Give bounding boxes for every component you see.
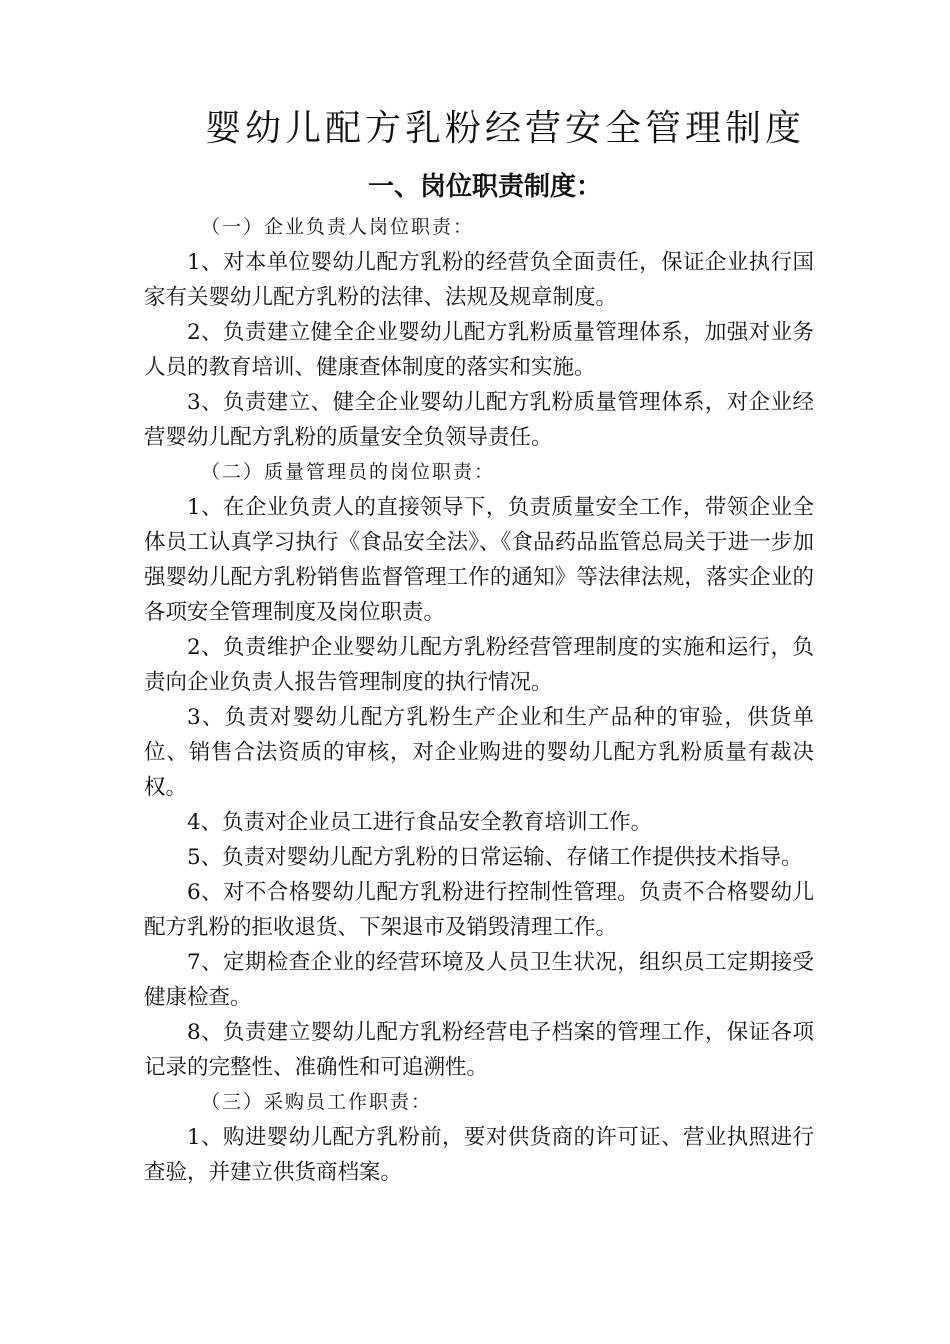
- paragraph: 7、定期检查企业的经营环境及人员卫生状况，组织员工定期接受健康检查。: [144, 950, 814, 1010]
- paragraph: 2、负责维护企业婴幼儿配方乳粉经营管理制度的实施和运行，负责向企业负责人报告管理制度的执行情况。: [144, 635, 814, 695]
- paragraph: 6、对不合格婴幼儿配方乳粉进行控制性管理。负责不合格婴幼儿配方乳粉的拒收退货、下架退市及销毁清理工作。: [144, 880, 814, 940]
- paragraph: 3、负责对婴幼儿配方乳粉生产企业和生产品种的审验，供货单位、销售合法资质的审核，对企业购进的婴幼儿配方乳粉质量有裁决权。: [144, 705, 814, 800]
- sub-heading-purchaser: （三）采购员工作职责：: [201, 1091, 433, 1113]
- paragraph: 1、对本单位婴幼儿配方乳粉的经营负全面责任，保证企业执行国家有关婴幼儿配方乳粉的法律、法规及规章制度。: [144, 250, 814, 310]
- paragraph: 3、负责建立、健全企业婴幼儿配方乳粉质量管理体系，对企业经营婴幼儿配方乳粉的质量安全负领导责任。: [144, 390, 814, 450]
- document-body: [144, 210, 814, 1190]
- paragraph: 8、负责建立婴幼儿配方乳粉经营电子档案的管理工作，保证各项记录的完整性、准确性和可追溯性。: [144, 1020, 814, 1080]
- section-title: 一、岗位职责制度：: [367, 172, 602, 202]
- paragraph: 1、购进婴幼儿配方乳粉前，要对供货商的许可证、营业执照进行查验，并建立供货商档案。: [144, 1125, 814, 1185]
- sub-heading-quality-manager: （二）质量管理员的岗位职责：: [201, 461, 496, 483]
- sub-heading-enterprise-head: （一）企业负责人岗位职责：: [201, 216, 475, 238]
- document-title: 婴幼儿配方乳粉经营安全管理制度: [204, 108, 805, 149]
- paragraph: 2、负责建立健全企业婴幼儿配方乳粉质量管理体系，加强对业务人员的教育培训、健康查体制度的落实和实施。: [144, 320, 814, 380]
- paragraph: 5、负责对婴幼儿配方乳粉的日常运输、存储工作提供技术指导。: [187, 845, 803, 870]
- paragraph: 4、负责对企业员工进行食品安全教育培训工作。: [187, 810, 653, 835]
- paragraph: 1、在企业负责人的直接领导下，负责质量安全工作，带领企业全体员工认真学习执行《食品安全法》、《食品药品监管总局关于进一步加强婴幼儿配方乳粉销售监督管理工作的通知》等法律法规，落实企业的各项安全管理制度及岗位职责。: [144, 495, 814, 625]
